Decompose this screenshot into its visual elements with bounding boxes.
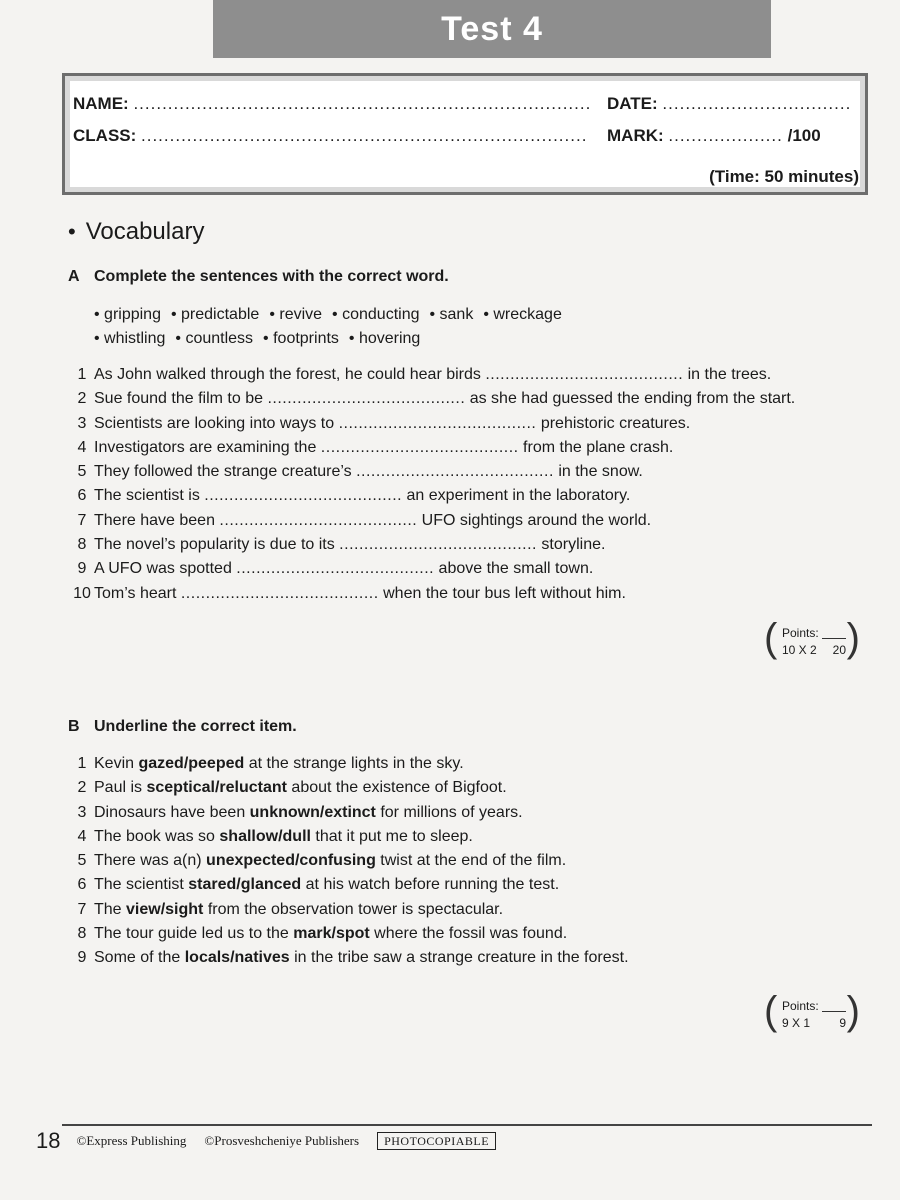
item-number: 8: [77, 925, 87, 943]
sentence-after: storyline.: [536, 536, 606, 554]
sentence-text: [94, 949, 629, 967]
class-label: CLASS:: [73, 126, 137, 145]
sentence-item: [60, 804, 629, 828]
item-number: 3: [77, 803, 87, 821]
sentence-text: [94, 512, 651, 530]
answer-blank[interactable]: ........................................: [339, 536, 537, 554]
sentence-before: Paul is: [94, 779, 147, 797]
sentence-after: from the observation tower is spectacular.: [203, 900, 504, 918]
score-line[interactable]: [822, 638, 846, 639]
answer-blank[interactable]: ........................................: [356, 463, 554, 481]
sentence-before: Dinosaurs have been: [94, 803, 250, 821]
answer-blank[interactable]: ........................................: [485, 366, 684, 383]
task-b-letter: B: [68, 718, 80, 735]
sentence-after: in the snow.: [553, 463, 643, 481]
sentence-before: They followed the strange creature’s: [94, 463, 357, 481]
item-number: 4: [77, 827, 87, 845]
bullet-icon: •: [68, 219, 76, 244]
sentence-text: [94, 415, 690, 433]
page-footer: [36, 1128, 496, 1154]
footer-divider: [62, 1124, 872, 1126]
item-number: 10: [73, 584, 91, 602]
sentence-before: The novel’s popularity is due to its: [94, 536, 340, 554]
sentence-before: The scientist: [94, 876, 189, 894]
word-row: [94, 327, 572, 351]
sentence-before: There have been: [94, 511, 220, 529]
item-number: 1: [77, 366, 87, 383]
word-box: [94, 303, 572, 351]
sentence-text: [94, 804, 523, 822]
points-label: Points:: [782, 999, 819, 1013]
sentence-item: [60, 536, 795, 560]
answer-blank[interactable]: ........................................: [267, 390, 466, 408]
sentence-after: when the tour bus left without him.: [378, 584, 626, 602]
sentence-item: [60, 512, 795, 536]
sentence-text: [94, 366, 771, 384]
word-row: [94, 303, 572, 327]
sentence-after: that it put me to sleep.: [310, 827, 473, 845]
task-b-items: [60, 755, 629, 974]
sentence-item: [60, 487, 795, 511]
test-title: Test 4: [213, 0, 771, 58]
sentence-text: [94, 463, 643, 481]
sentence-text: [94, 755, 464, 773]
mark-label: MARK:: [607, 126, 664, 145]
sentence-item: [60, 925, 629, 949]
points-max: 20: [832, 643, 846, 657]
sentence-before: Some of the: [94, 949, 185, 967]
sentence-before: A UFO was spotted: [94, 560, 237, 578]
choice-options[interactable]: mark/spot: [293, 925, 370, 943]
sentence-item: [60, 828, 629, 852]
sentence-before: Investigators are examining the: [94, 438, 321, 456]
word-option: • sank: [429, 306, 474, 323]
word-option: • gripping: [94, 306, 161, 323]
item-number: 8: [77, 536, 87, 554]
choice-options[interactable]: locals/natives: [184, 949, 290, 967]
sentence-after: in the tribe saw a strange creature in the forest.: [289, 949, 629, 967]
sentence-item: [60, 560, 795, 584]
sentence-text: [94, 439, 673, 457]
choice-options[interactable]: gazed/peeped: [138, 755, 245, 772]
sentence-item: [60, 366, 795, 390]
sentence-before: There was a(n): [94, 852, 207, 870]
answer-blank[interactable]: ........................................: [219, 511, 418, 529]
word-option: • revive: [269, 306, 323, 323]
score-line[interactable]: [822, 1011, 846, 1012]
date-field[interactable]: [607, 94, 851, 114]
sentence-item: [60, 390, 795, 414]
sentence-text: [94, 925, 567, 943]
sentence-after: as she had guessed the ending from the start.: [465, 390, 796, 408]
date-label: DATE:: [607, 94, 658, 113]
sentence-before: Tom’s heart: [94, 584, 181, 602]
item-number: 1: [77, 755, 87, 772]
choice-options[interactable]: shallow/dull: [219, 827, 311, 845]
item-number: 3: [77, 414, 87, 432]
time-limit: (Time: 50 minutes): [709, 167, 859, 186]
section-heading: [68, 218, 204, 246]
mark-dots: ....................: [668, 126, 783, 145]
sentence-item: [60, 585, 795, 609]
sentence-text: [94, 487, 630, 505]
points-label: Points:: [782, 626, 819, 640]
class-field[interactable]: [73, 126, 587, 146]
item-number: 9: [77, 560, 87, 578]
publisher-express: ©Express Publishing: [76, 1133, 187, 1148]
task-a-heading: [68, 268, 449, 286]
sentence-after: about the existence of Bigfoot.: [286, 779, 507, 797]
class-dots: ..............................................................................: [141, 126, 588, 145]
task-a-letter: A: [68, 268, 80, 285]
sentence-item: [60, 439, 795, 463]
sentence-item: [60, 852, 629, 876]
sentence-text: [94, 901, 503, 919]
sentence-item: [60, 876, 629, 900]
sentence-after: where the fossil was found.: [369, 925, 568, 943]
name-dots: ................................................................................: [133, 94, 592, 113]
sentence-after: for millions of years.: [375, 803, 523, 821]
item-number: 6: [77, 487, 87, 505]
answer-blank[interactable]: ........................................: [338, 414, 537, 432]
sentence-item: [60, 415, 795, 439]
mark-field[interactable]: [607, 126, 821, 146]
sentence-before: As John walked through the forest, he could hear birds: [94, 366, 486, 383]
answer-blank[interactable]: ........................................: [236, 560, 435, 578]
photocopiable-badge: PHOTOCOPIABLE: [377, 1132, 496, 1150]
sentence-text: [94, 560, 593, 578]
sentence-item: [60, 755, 629, 779]
sentence-text: [94, 585, 626, 603]
task-b-heading: [68, 718, 297, 736]
sentence-before: Kevin: [94, 755, 139, 772]
sentence-after: from the plane crash.: [518, 438, 674, 456]
name-field[interactable]: [73, 94, 591, 114]
item-number: 7: [77, 511, 87, 529]
word-option: • footprints: [263, 330, 339, 347]
sentence-text: [94, 390, 795, 408]
sentence-item: [60, 901, 629, 925]
item-number: 2: [77, 779, 87, 797]
sentence-after: in the trees.: [683, 366, 772, 383]
task-b-points: ( Points: 9 X 1 9 ): [764, 989, 860, 1033]
word-option: • wreckage: [483, 306, 562, 323]
date-dots: .................................: [662, 94, 852, 113]
task-a-instruction: Complete the sentences with the correct word.: [94, 268, 449, 285]
sentence-text: [94, 536, 605, 554]
sentence-item: [60, 463, 795, 487]
mark-total: /100: [787, 126, 821, 145]
sentence-after: prehistoric creatures.: [536, 414, 691, 432]
sentence-before: The: [94, 900, 127, 918]
sentence-before: The tour guide led us to the: [94, 925, 294, 943]
choice-options[interactable]: view/sight: [126, 900, 204, 918]
word-option: • hovering: [348, 330, 421, 347]
sentence-before: The book was so: [94, 827, 220, 845]
choice-options[interactable]: stared/glanced: [188, 876, 302, 894]
answer-blank[interactable]: ........................................: [180, 584, 379, 602]
section-title: Vocabulary: [85, 218, 205, 245]
task-a-points: ( Points: 10 X 2 20 ): [764, 616, 860, 660]
sentence-before: Scientists are looking into ways to: [94, 414, 339, 432]
item-number: 5: [77, 463, 87, 481]
sentence-after: above the small town.: [434, 560, 594, 578]
item-number: 4: [77, 438, 87, 456]
item-number: 2: [77, 390, 87, 408]
sentence-before: Sue found the film to be: [94, 390, 268, 408]
choice-options[interactable]: sceptical/reluctant: [146, 779, 287, 797]
answer-blank[interactable]: ........................................: [204, 487, 403, 505]
sentence-item: [60, 949, 629, 973]
sentence-text: [94, 828, 473, 846]
publisher-prosveshcheniye: ©Prosveshcheniye Publishers: [204, 1133, 360, 1148]
student-info-box: [62, 73, 868, 195]
word-option: • predictable: [170, 306, 260, 323]
item-number: 9: [77, 949, 87, 967]
sentence-after: an experiment in the laboratory.: [402, 487, 631, 505]
sentence-text: [94, 852, 566, 870]
word-option: • conducting: [332, 306, 420, 323]
sentence-text: [94, 876, 559, 894]
points-multiplier: 9 X 1: [782, 1016, 811, 1030]
sentence-text: [94, 779, 507, 797]
word-option: • whistling: [94, 330, 166, 347]
sentence-after: at the strange lights in the sky.: [244, 755, 464, 772]
word-option: • countless: [175, 330, 254, 347]
points-multiplier: 10 X 2: [782, 643, 817, 657]
sentence-after: at his watch before running the test.: [301, 876, 560, 894]
page-number: 18: [36, 1128, 61, 1153]
item-number: 5: [77, 852, 87, 870]
name-label: NAME:: [73, 94, 129, 113]
sentence-item: [60, 779, 629, 803]
answer-blank[interactable]: ........................................: [320, 438, 519, 456]
sentence-before: The scientist is: [94, 487, 205, 505]
points-max: 9: [839, 1016, 846, 1030]
choice-options[interactable]: unknown/extinct: [249, 803, 376, 821]
item-number: 7: [77, 900, 87, 918]
task-a-items: [60, 366, 795, 609]
choice-options[interactable]: unexpected/confusing: [206, 852, 376, 870]
item-number: 6: [77, 876, 87, 894]
sentence-after: UFO sightings around the world.: [417, 511, 652, 529]
task-b-instruction: Underline the correct item.: [94, 718, 297, 735]
sentence-after: twist at the end of the film.: [375, 852, 567, 870]
